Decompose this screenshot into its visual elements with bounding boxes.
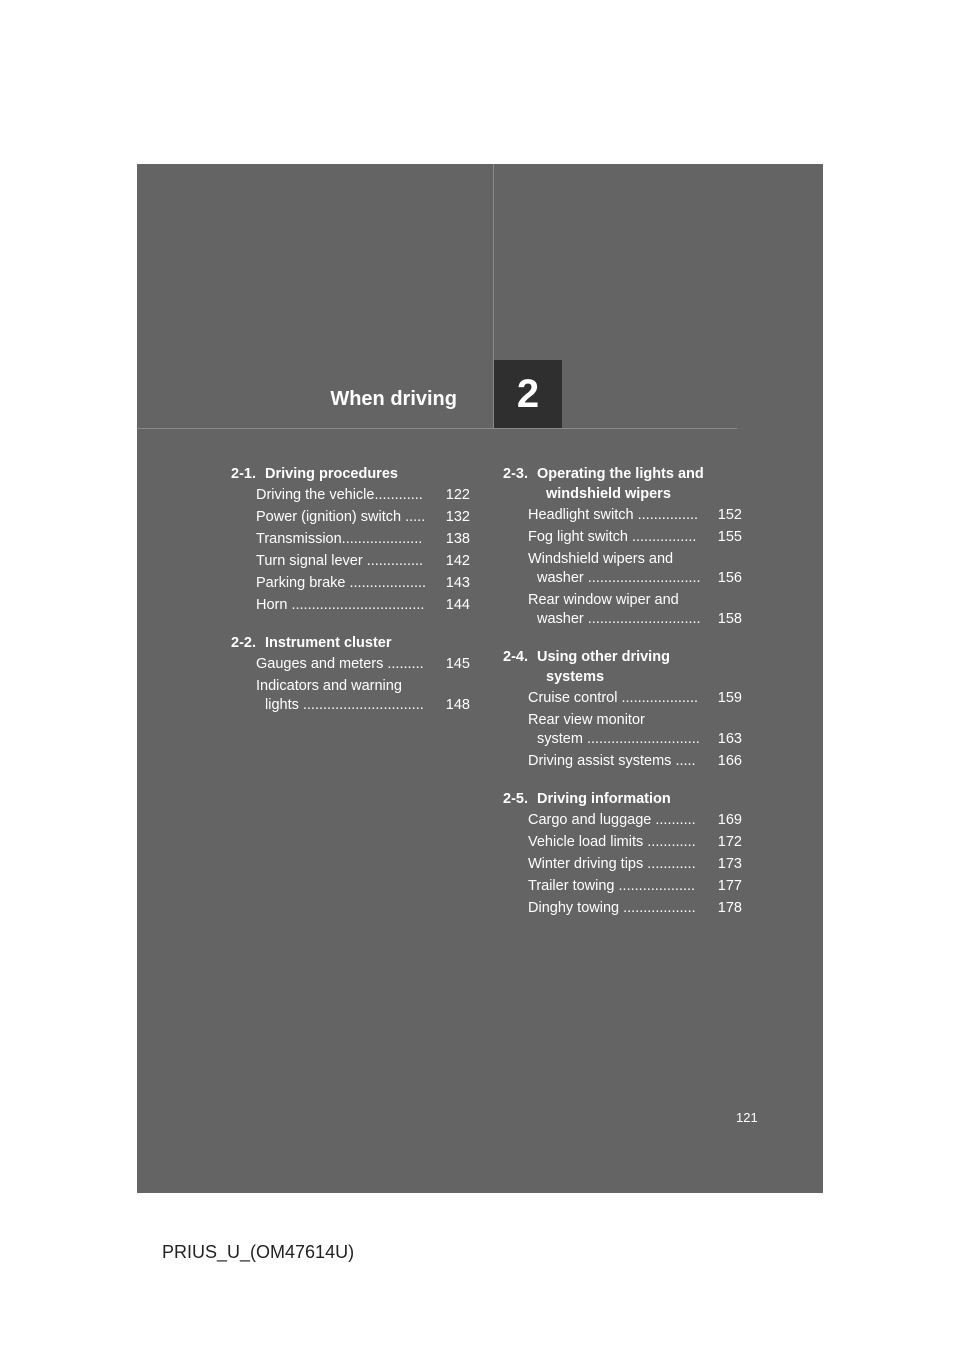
toc-entry-line: Rear view monitor	[528, 712, 645, 728]
toc-entry-text	[528, 855, 714, 874]
toc-entry-page: 152	[717, 507, 742, 523]
chapter-title: When driving	[330, 388, 457, 410]
toc-entry-page: 159	[717, 690, 742, 706]
toc-entry[interactable]	[256, 677, 470, 715]
section-entries	[256, 655, 470, 715]
toc-entry-line: Indicators and warning	[256, 678, 402, 694]
toc-entry[interactable]	[528, 528, 742, 547]
toc-entry[interactable]	[528, 689, 742, 708]
toc-entry-page: 144	[445, 597, 470, 613]
toc-entry[interactable]	[528, 811, 742, 830]
section-entries	[256, 486, 470, 615]
toc-entry-page: 122	[445, 487, 470, 503]
toc-entry-page: 155	[717, 529, 742, 545]
section-number: 2-3.	[503, 466, 528, 482]
toc-entry-text	[528, 752, 714, 771]
toc-entry-line: Driving the vehicle............	[256, 487, 423, 503]
toc-entry-page: 148	[445, 697, 470, 713]
section-heading	[482, 647, 742, 687]
section-title-line: windshield wipers	[546, 486, 671, 502]
toc-entry[interactable]	[256, 508, 470, 527]
section-title	[256, 464, 398, 484]
toc-entry-text	[256, 677, 442, 715]
toc-entry-line: Headlight switch ...............	[528, 507, 699, 523]
section-title-line: Driving procedures	[265, 466, 398, 482]
toc-entry-text	[528, 591, 714, 629]
toc-entry-text	[528, 711, 714, 749]
section-heading	[210, 464, 470, 484]
toc-entry-page: 169	[717, 812, 742, 828]
toc-entry-line: system ............................	[537, 731, 700, 747]
toc-entry-page: 177	[717, 878, 742, 894]
section-heading	[482, 789, 742, 809]
toc-entry-text	[256, 552, 442, 571]
toc-entry-page: 163	[717, 731, 742, 747]
toc-section	[210, 633, 470, 715]
section-number: 2-1.	[231, 466, 256, 482]
toc-entry[interactable]	[528, 550, 742, 588]
toc-entry[interactable]	[256, 486, 470, 505]
toc-entry[interactable]	[256, 530, 470, 549]
toc-entry-text	[528, 811, 714, 830]
page-number: 121	[736, 1110, 758, 1125]
toc-entry-line: Transmission....................	[256, 531, 423, 547]
toc-entry-line: Trailer towing ...................	[528, 878, 696, 894]
toc-entry-text	[528, 899, 714, 918]
footer-model-code: PRIUS_U_(OM47614U)	[162, 1242, 355, 1262]
toc-entry-text	[256, 530, 442, 549]
toc-entry[interactable]	[256, 655, 470, 674]
toc-entry-line: Cargo and luggage ..........	[528, 812, 696, 828]
section-entries	[528, 689, 742, 771]
toc-entry-page: 156	[717, 570, 742, 586]
section-number: 2-5.	[503, 791, 528, 807]
section-title-line: Operating the lights and	[537, 466, 704, 482]
toc-entry-line: Rear window wiper and	[528, 592, 679, 608]
toc-entry-line: Power (ignition) switch .....	[256, 509, 426, 525]
section-entries	[528, 506, 742, 629]
toc-entry-text	[256, 596, 442, 615]
toc-entry[interactable]	[528, 833, 742, 852]
toc-entry[interactable]	[256, 596, 470, 615]
toc-entry-line: Gauges and meters .........	[256, 656, 424, 672]
chapter-number-box	[494, 360, 562, 428]
section-title	[528, 464, 704, 504]
toc-entry-text	[528, 833, 714, 852]
toc-entry[interactable]	[528, 506, 742, 525]
section-heading	[210, 633, 470, 653]
toc-entry-page: 166	[717, 753, 742, 769]
toc-entry-line: Windshield wipers and	[528, 551, 674, 567]
toc-entry-page: 158	[717, 611, 742, 627]
toc-entry-page: 178	[717, 900, 742, 916]
toc-entry-page: 172	[717, 834, 742, 850]
toc-entry-page: 138	[445, 531, 470, 547]
toc-entry-line: Driving assist systems .....	[528, 753, 696, 769]
toc-entry[interactable]	[528, 711, 742, 749]
section-number: 2-2.	[231, 635, 256, 651]
toc-entry[interactable]	[528, 877, 742, 896]
toc-entry-line: Parking brake ...................	[256, 575, 427, 591]
toc-section	[482, 464, 742, 629]
toc-entry-page: 145	[445, 656, 470, 672]
toc-entry-page: 173	[717, 856, 742, 872]
toc-entry-text	[528, 877, 714, 896]
header-rule	[137, 428, 737, 429]
toc-entry-text	[528, 506, 714, 525]
section-heading	[482, 464, 742, 504]
toc-column-left	[210, 464, 470, 733]
toc-entry-page: 142	[445, 553, 470, 569]
toc-entry[interactable]	[528, 855, 742, 874]
section-title	[528, 789, 671, 809]
toc-entry-line: Fog light switch ................	[528, 529, 697, 545]
toc-entry[interactable]	[256, 574, 470, 593]
toc-entry-text	[256, 574, 442, 593]
toc-column-right	[482, 464, 742, 936]
section-title	[256, 633, 392, 653]
toc-entry-line: Dinghy towing ..................	[528, 900, 696, 916]
toc-section	[482, 647, 742, 771]
toc-section	[210, 464, 470, 615]
section-title-line: Using other driving	[537, 649, 670, 665]
section-title-line: systems	[546, 669, 605, 685]
toc-entry-line: washer ............................	[537, 570, 701, 586]
toc-entry-line: Vehicle load limits ............	[528, 834, 696, 850]
toc-entry-page: 143	[445, 575, 470, 591]
section-title	[528, 647, 670, 687]
toc-entry-text	[528, 550, 714, 588]
toc-entry-text	[528, 689, 714, 708]
toc-entry-line: Horn .................................	[256, 597, 425, 613]
toc-entry-text	[256, 486, 442, 505]
toc-entry[interactable]	[528, 899, 742, 918]
toc-entry-line: Cruise control ...................	[528, 690, 699, 706]
section-entries	[528, 811, 742, 918]
section-number: 2-4.	[503, 649, 528, 665]
toc-entry[interactable]	[528, 591, 742, 629]
chapter-number: 2	[516, 371, 540, 416]
toc-entry-line: Winter driving tips ............	[528, 856, 696, 872]
section-title-line: Instrument cluster	[265, 635, 392, 651]
toc-entry-line: washer ............................	[537, 611, 701, 627]
section-title-line: Driving information	[537, 791, 671, 807]
toc-entry-line: lights ..............................	[265, 697, 424, 713]
toc-entry-text	[256, 508, 442, 527]
toc-entry[interactable]	[528, 752, 742, 771]
toc-entry-page: 132	[445, 509, 470, 525]
toc-entry-line: Turn signal lever ..............	[256, 553, 424, 569]
toc-entry-text	[528, 528, 714, 547]
toc-entry-text	[256, 655, 442, 674]
toc-section	[482, 789, 742, 918]
toc-entry[interactable]	[256, 552, 470, 571]
